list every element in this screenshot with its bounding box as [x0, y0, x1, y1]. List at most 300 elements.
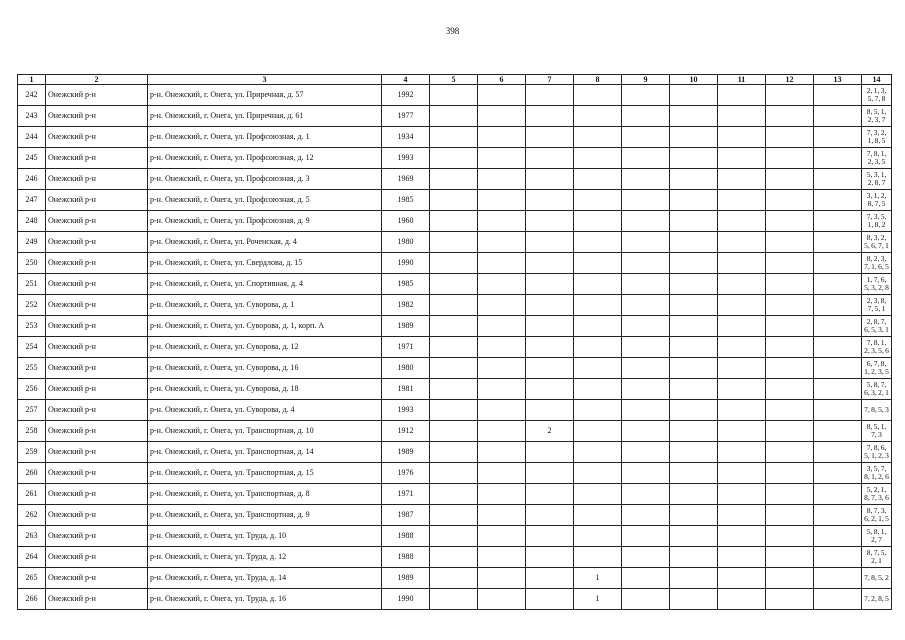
col13-cell: [814, 400, 862, 421]
col11-cell: [718, 484, 766, 505]
col10-cell: [670, 484, 718, 505]
col14-cell: 7, 8, 1, 2, 3, 5: [862, 148, 892, 169]
col9-cell: [622, 526, 670, 547]
col11-cell: [718, 379, 766, 400]
col5-cell: [430, 169, 478, 190]
col6-cell: [478, 421, 526, 442]
address-cell: р-н. Онежский, г. Онега, ул. Профсоюзная, д. 3: [148, 169, 382, 190]
column-header: 8: [574, 75, 622, 85]
column-header: 9: [622, 75, 670, 85]
col6-cell: [478, 85, 526, 106]
table-row: [18, 358, 892, 379]
col6-cell: [478, 589, 526, 610]
col10-cell: [670, 505, 718, 526]
row-number-cell: 243: [18, 106, 46, 127]
col6-cell: [478, 463, 526, 484]
address-cell: р-н. Онежский, г. Онега, ул. Транспортная, д. 14: [148, 442, 382, 463]
col5-cell: [430, 421, 478, 442]
table-row: [18, 526, 892, 547]
column-header: 5: [430, 75, 478, 85]
col5-cell: [430, 295, 478, 316]
col12-cell: [766, 274, 814, 295]
col9-cell: [622, 169, 670, 190]
col7-cell: [526, 253, 574, 274]
address-cell: р-н. Онежский, г. Онега, ул. Приречная, д. 61: [148, 106, 382, 127]
table-row: [18, 295, 892, 316]
col13-cell: [814, 127, 862, 148]
col10-cell: [670, 421, 718, 442]
col12-cell: [766, 484, 814, 505]
col9-cell: [622, 589, 670, 610]
year-cell: 1992: [382, 85, 430, 106]
col9-cell: [622, 484, 670, 505]
row-number-cell: 263: [18, 526, 46, 547]
table-row: [18, 211, 892, 232]
col6-cell: [478, 295, 526, 316]
col6-cell: [478, 400, 526, 421]
col5-cell: [430, 568, 478, 589]
col10-cell: [670, 148, 718, 169]
col11-cell: [718, 358, 766, 379]
col12-cell: [766, 526, 814, 547]
col8-cell: [574, 358, 622, 379]
col10-cell: [670, 526, 718, 547]
col13-cell: [814, 295, 862, 316]
col8-cell: [574, 421, 622, 442]
col11-cell: [718, 337, 766, 358]
col8-cell: [574, 295, 622, 316]
table-row: [18, 400, 892, 421]
col11-cell: [718, 190, 766, 211]
col12-cell: [766, 148, 814, 169]
col13-cell: [814, 232, 862, 253]
col13-cell: [814, 568, 862, 589]
col12-cell: [766, 568, 814, 589]
col10-cell: [670, 295, 718, 316]
address-cell: р-н. Онежский, г. Онега, ул. Транспортная, д. 8: [148, 484, 382, 505]
col12-cell: [766, 253, 814, 274]
col13-cell: [814, 106, 862, 127]
col10-cell: [670, 106, 718, 127]
col13-cell: [814, 505, 862, 526]
col11-cell: [718, 127, 766, 148]
col12-cell: [766, 106, 814, 127]
column-header: 12: [766, 75, 814, 85]
column-header: 1: [18, 75, 46, 85]
row-number-cell: 255: [18, 358, 46, 379]
col13-cell: [814, 526, 862, 547]
col8-cell: [574, 505, 622, 526]
row-number-cell: 258: [18, 421, 46, 442]
col6-cell: [478, 253, 526, 274]
col14-cell: 6, 7, 8, 1, 2, 3, 5: [862, 358, 892, 379]
page-number: 398: [445, 26, 460, 36]
table-row: [18, 190, 892, 211]
row-number-cell: 264: [18, 547, 46, 568]
column-number-row: [18, 75, 892, 85]
col12-cell: [766, 589, 814, 610]
col9-cell: [622, 463, 670, 484]
col13-cell: [814, 337, 862, 358]
col5-cell: [430, 526, 478, 547]
col13-cell: [814, 274, 862, 295]
col9-cell: [622, 85, 670, 106]
col13-cell: [814, 190, 862, 211]
col6-cell: [478, 547, 526, 568]
address-cell: р-н. Онежский, г. Онега, ул. Суворова, д. 4: [148, 400, 382, 421]
district-cell: Онежский р-н: [46, 400, 148, 421]
table-row: [18, 106, 892, 127]
table-row: [18, 148, 892, 169]
year-cell: 1971: [382, 484, 430, 505]
row-number-cell: 251: [18, 274, 46, 295]
col9-cell: [622, 316, 670, 337]
col12-cell: [766, 400, 814, 421]
col10-cell: [670, 316, 718, 337]
district-cell: Онежский р-н: [46, 505, 148, 526]
table-row: [18, 568, 892, 589]
address-cell: р-н. Онежский, г. Онега, ул. Труда, д. 10: [148, 526, 382, 547]
col5-cell: [430, 85, 478, 106]
row-number-cell: 256: [18, 379, 46, 400]
year-cell: 1988: [382, 547, 430, 568]
year-cell: 1976: [382, 463, 430, 484]
year-cell: 1971: [382, 337, 430, 358]
district-cell: Онежский р-н: [46, 421, 148, 442]
col13-cell: [814, 379, 862, 400]
row-number-cell: 248: [18, 211, 46, 232]
col10-cell: [670, 568, 718, 589]
district-cell: Онежский р-н: [46, 568, 148, 589]
district-cell: Онежский р-н: [46, 316, 148, 337]
col7-cell: [526, 148, 574, 169]
column-header: 10: [670, 75, 718, 85]
col6-cell: [478, 211, 526, 232]
row-number-cell: 257: [18, 400, 46, 421]
col14-cell: 5, 8, 1, 2, 7: [862, 526, 892, 547]
col14-cell: 8, 2, 3, 7, 1, 6, 5: [862, 253, 892, 274]
col5-cell: [430, 379, 478, 400]
address-cell: р-н. Онежский, г. Онега, ул. Роченская, д. 4: [148, 232, 382, 253]
col6-cell: [478, 274, 526, 295]
col10-cell: [670, 442, 718, 463]
year-cell: 1981: [382, 379, 430, 400]
district-cell: Онежский р-н: [46, 211, 148, 232]
col12-cell: [766, 211, 814, 232]
year-cell: 1969: [382, 169, 430, 190]
col5-cell: [430, 232, 478, 253]
col8-cell: [574, 526, 622, 547]
table-row: [18, 169, 892, 190]
col7-cell: [526, 379, 574, 400]
col9-cell: [622, 568, 670, 589]
col5-cell: [430, 589, 478, 610]
col5-cell: [430, 148, 478, 169]
col8-cell: [574, 169, 622, 190]
district-cell: Онежский р-н: [46, 295, 148, 316]
table-row: [18, 316, 892, 337]
row-number-cell: 259: [18, 442, 46, 463]
col7-cell: [526, 463, 574, 484]
col12-cell: [766, 190, 814, 211]
year-cell: 1985: [382, 274, 430, 295]
col5-cell: [430, 127, 478, 148]
col11-cell: [718, 211, 766, 232]
table-row: [18, 232, 892, 253]
address-cell: р-н. Онежский, г. Онега, ул. Спортивная, д. 4: [148, 274, 382, 295]
row-number-cell: 265: [18, 568, 46, 589]
district-cell: Онежский р-н: [46, 526, 148, 547]
col13-cell: [814, 253, 862, 274]
district-cell: Онежский р-н: [46, 190, 148, 211]
column-header: 14: [862, 75, 892, 85]
column-header: 6: [478, 75, 526, 85]
col7-cell: [526, 106, 574, 127]
col14-cell: 2, 3, 8, 7, 5, 1: [862, 295, 892, 316]
row-number-cell: 242: [18, 85, 46, 106]
col10-cell: [670, 400, 718, 421]
col7-cell: [526, 190, 574, 211]
col11-cell: [718, 400, 766, 421]
col6-cell: [478, 106, 526, 127]
col5-cell: [430, 253, 478, 274]
col14-cell: 5, 2, 1, 8, 7, 3, 6: [862, 484, 892, 505]
address-cell: р-н. Онежский, г. Онега, ул. Труда, д. 16: [148, 589, 382, 610]
col14-cell: 7, 8, 5, 3: [862, 400, 892, 421]
year-cell: 1989: [382, 316, 430, 337]
district-cell: Онежский р-н: [46, 547, 148, 568]
col7-cell: [526, 127, 574, 148]
col8-cell: [574, 85, 622, 106]
table-row: [18, 85, 892, 106]
district-cell: Онежский р-н: [46, 127, 148, 148]
col6-cell: [478, 148, 526, 169]
col10-cell: [670, 589, 718, 610]
col11-cell: [718, 85, 766, 106]
row-number-cell: 262: [18, 505, 46, 526]
col10-cell: [670, 85, 718, 106]
col7-cell: [526, 484, 574, 505]
col10-cell: [670, 190, 718, 211]
col9-cell: [622, 379, 670, 400]
district-cell: Онежский р-н: [46, 253, 148, 274]
address-cell: р-н. Онежский, г. Онега, ул. Транспортная, д. 9: [148, 505, 382, 526]
col5-cell: [430, 358, 478, 379]
col7-cell: [526, 232, 574, 253]
col10-cell: [670, 127, 718, 148]
col9-cell: [622, 295, 670, 316]
year-cell: 1960: [382, 211, 430, 232]
address-cell: р-н. Онежский, г. Онега, ул. Суворова, д. 16: [148, 358, 382, 379]
year-cell: 1990: [382, 589, 430, 610]
col13-cell: [814, 358, 862, 379]
year-cell: 1988: [382, 526, 430, 547]
address-cell: р-н. Онежский, г. Онега, ул. Труда, д. 12: [148, 547, 382, 568]
table-row: [18, 442, 892, 463]
col6-cell: [478, 190, 526, 211]
col13-cell: [814, 484, 862, 505]
col9-cell: [622, 442, 670, 463]
col13-cell: [814, 211, 862, 232]
col7-cell: [526, 211, 574, 232]
table-row: [18, 379, 892, 400]
col13-cell: [814, 421, 862, 442]
table-row: [18, 484, 892, 505]
row-number-cell: 246: [18, 169, 46, 190]
col14-cell: 3, 5, 7, 8, 1, 2, 6: [862, 463, 892, 484]
col7-cell: [526, 274, 574, 295]
col8-cell: [574, 484, 622, 505]
col14-cell: 7, 8, 6, 5, 1, 2, 3: [862, 442, 892, 463]
col7-cell: [526, 85, 574, 106]
col7-cell: [526, 442, 574, 463]
col14-cell: 7, 2, 8, 5: [862, 589, 892, 610]
col12-cell: [766, 169, 814, 190]
col6-cell: [478, 379, 526, 400]
col11-cell: [718, 232, 766, 253]
col14-cell: 8, 5, 1, 2, 3, 7: [862, 106, 892, 127]
row-number-cell: 244: [18, 127, 46, 148]
address-cell: р-н. Онежский, г. Онега, ул. Приречная, д. 57: [148, 85, 382, 106]
col10-cell: [670, 358, 718, 379]
row-number-cell: 254: [18, 337, 46, 358]
col13-cell: [814, 547, 862, 568]
col7-cell: [526, 526, 574, 547]
district-cell: Онежский р-н: [46, 232, 148, 253]
col9-cell: [622, 337, 670, 358]
col14-cell: 8, 7, 3, 6, 2, 1, 5: [862, 505, 892, 526]
district-cell: Онежский р-н: [46, 442, 148, 463]
year-cell: 1912: [382, 421, 430, 442]
col12-cell: [766, 442, 814, 463]
col8-cell: 1: [574, 568, 622, 589]
column-header: 4: [382, 75, 430, 85]
col11-cell: [718, 148, 766, 169]
col9-cell: [622, 211, 670, 232]
col14-cell: 8, 7, 5, 2, 1: [862, 547, 892, 568]
col5-cell: [430, 505, 478, 526]
col8-cell: [574, 442, 622, 463]
column-header: 13: [814, 75, 862, 85]
col12-cell: [766, 421, 814, 442]
col8-cell: [574, 274, 622, 295]
col7-cell: [526, 589, 574, 610]
col5-cell: [430, 484, 478, 505]
row-number-cell: 252: [18, 295, 46, 316]
col6-cell: [478, 316, 526, 337]
col5-cell: [430, 463, 478, 484]
address-cell: р-н. Онежский, г. Онега, ул. Суворова, д. 12: [148, 337, 382, 358]
col6-cell: [478, 358, 526, 379]
col9-cell: [622, 253, 670, 274]
col9-cell: [622, 232, 670, 253]
col11-cell: [718, 295, 766, 316]
housing-register-table: [17, 74, 892, 610]
col9-cell: [622, 190, 670, 211]
col7-cell: [526, 169, 574, 190]
col9-cell: [622, 127, 670, 148]
col14-cell: 7, 3, 2, 1, 8, 5: [862, 127, 892, 148]
col6-cell: [478, 169, 526, 190]
col5-cell: [430, 211, 478, 232]
col9-cell: [622, 505, 670, 526]
table-row: [18, 421, 892, 442]
table-row: [18, 274, 892, 295]
col14-cell: 1, 7, 6, 5, 3, 2, 8: [862, 274, 892, 295]
col12-cell: [766, 358, 814, 379]
col14-cell: 3, 1, 2, 8, 7, 5: [862, 190, 892, 211]
col13-cell: [814, 85, 862, 106]
col7-cell: [526, 316, 574, 337]
col9-cell: [622, 400, 670, 421]
year-cell: 1980: [382, 232, 430, 253]
address-cell: р-н. Онежский, г. Онега, ул. Транспортная, д. 15: [148, 463, 382, 484]
col8-cell: [574, 463, 622, 484]
col6-cell: [478, 484, 526, 505]
address-cell: р-н. Онежский, г. Онега, ул. Профсоюзная, д. 9: [148, 211, 382, 232]
col10-cell: [670, 274, 718, 295]
col11-cell: [718, 274, 766, 295]
column-header: 3: [148, 75, 382, 85]
district-cell: Онежский р-н: [46, 484, 148, 505]
year-cell: 1977: [382, 106, 430, 127]
col13-cell: [814, 463, 862, 484]
col10-cell: [670, 547, 718, 568]
col8-cell: [574, 400, 622, 421]
address-cell: р-н. Онежский, г. Онега, ул. Транспортная, д. 10: [148, 421, 382, 442]
address-cell: р-н. Онежский, г. Онега, ул. Труда, д. 14: [148, 568, 382, 589]
row-number-cell: 260: [18, 463, 46, 484]
col12-cell: [766, 463, 814, 484]
address-cell: р-н. Онежский, г. Онега, ул. Профсоюзная, д. 12: [148, 148, 382, 169]
table-row: [18, 589, 892, 610]
col8-cell: [574, 253, 622, 274]
col7-cell: [526, 358, 574, 379]
col14-cell: 5, 8, 7, 6, 3, 2, 1: [862, 379, 892, 400]
col10-cell: [670, 337, 718, 358]
row-number-cell: 247: [18, 190, 46, 211]
district-cell: Онежский р-н: [46, 169, 148, 190]
address-cell: р-н. Онежский, г. Онега, ул. Профсоюзная, д. 1: [148, 127, 382, 148]
table-row: [18, 505, 892, 526]
col11-cell: [718, 589, 766, 610]
col13-cell: [814, 442, 862, 463]
district-cell: Онежский р-н: [46, 274, 148, 295]
col10-cell: [670, 463, 718, 484]
col11-cell: [718, 547, 766, 568]
col12-cell: [766, 85, 814, 106]
col11-cell: [718, 253, 766, 274]
row-number-cell: 261: [18, 484, 46, 505]
table-body: [18, 85, 892, 610]
district-cell: Онежский р-н: [46, 85, 148, 106]
column-header: 11: [718, 75, 766, 85]
col7-cell: [526, 400, 574, 421]
col6-cell: [478, 526, 526, 547]
col12-cell: [766, 547, 814, 568]
col11-cell: [718, 526, 766, 547]
col14-cell: 7, 8, 1, 2, 3, 5, 6: [862, 337, 892, 358]
col7-cell: [526, 337, 574, 358]
year-cell: 1982: [382, 295, 430, 316]
col6-cell: [478, 568, 526, 589]
year-cell: 1934: [382, 127, 430, 148]
col5-cell: [430, 400, 478, 421]
district-cell: Онежский р-н: [46, 379, 148, 400]
year-cell: 1993: [382, 400, 430, 421]
col14-cell: 2, 1, 3, 5, 7, 8: [862, 85, 892, 106]
col11-cell: [718, 169, 766, 190]
